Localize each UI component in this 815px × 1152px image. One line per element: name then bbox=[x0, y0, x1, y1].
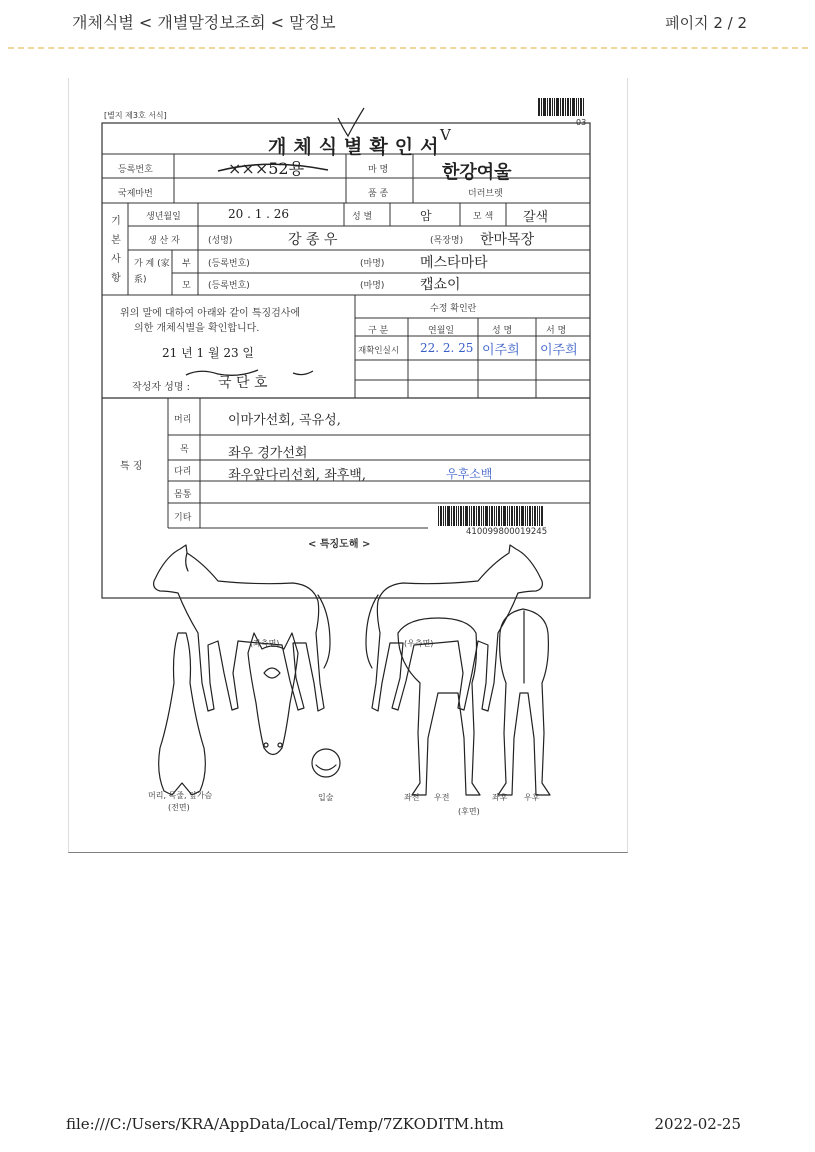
horse-diagram bbox=[68, 533, 628, 833]
neck-value: 좌우 경가선회 bbox=[228, 446, 308, 461]
horse-left-side bbox=[154, 545, 330, 711]
confirm-text-line2: 의한 개체식별을 확인합니다. bbox=[134, 323, 260, 334]
producer-name-tag: (성명) bbox=[208, 236, 233, 246]
diagram-title: < 특징도해 > bbox=[308, 539, 371, 550]
other-label: 기타 bbox=[174, 513, 192, 523]
farm-tag: (목장명) bbox=[430, 236, 464, 246]
breed-label: 품 종 bbox=[368, 189, 389, 199]
coat-label: 모 색 bbox=[473, 212, 494, 222]
dam-label: 모 bbox=[182, 281, 191, 291]
dam-reg-tag: (등록번호) bbox=[208, 281, 250, 291]
sex-label: 성 별 bbox=[352, 212, 373, 222]
birth-label: 생년월일 bbox=[146, 212, 181, 222]
head-value: 이마가선회, 곡유성, bbox=[228, 413, 341, 428]
print-header bbox=[0, 0, 815, 50]
col-sign: 서 명 bbox=[546, 326, 567, 336]
lf-caption: 좌전 bbox=[404, 793, 420, 802]
print-date: 2022-02-25 bbox=[654, 1115, 741, 1133]
basic-info-label: 기 본 사 항 bbox=[111, 216, 121, 284]
right-side-caption: (우측면) bbox=[404, 639, 434, 648]
breadcrumb: 개체식별 < 개별말정보조회 < 말정보 bbox=[72, 13, 336, 32]
title-check-mark: V bbox=[440, 126, 451, 144]
breed-value: 더러브렛 bbox=[468, 189, 503, 199]
neck-label: 목 bbox=[180, 445, 189, 455]
intl-no-label: 국제마번 bbox=[118, 189, 153, 199]
bottom-barcode bbox=[438, 506, 574, 526]
col-name: 성 명 bbox=[492, 326, 513, 336]
producer-value: 강 종 우 bbox=[288, 232, 338, 248]
col-type: 구 분 bbox=[368, 326, 389, 336]
body-label: 몸통 bbox=[174, 490, 192, 500]
form-number: [별지 제3호 서식] bbox=[104, 111, 167, 120]
sire-name-tag: (마명) bbox=[360, 259, 385, 269]
muzzle-view bbox=[312, 749, 340, 777]
writer-signature: 국 단 호 bbox=[218, 375, 268, 391]
neck-chest-view bbox=[159, 633, 206, 795]
horse-name-label: 마 명 bbox=[368, 165, 389, 175]
confirm-text-line1: 위의 말에 대하여 아래와 같이 특징검사에 bbox=[120, 308, 301, 319]
reg-no-value: ×××52용 bbox=[228, 159, 305, 178]
page-indicator: 페이지 2 / 2 bbox=[665, 14, 747, 32]
dam-name-tag: (마명) bbox=[360, 281, 385, 291]
birth-value: 20 . 1 . 26 bbox=[228, 207, 290, 221]
reconfirm-sign: 이주희 bbox=[540, 343, 578, 358]
rf-caption: 우전 bbox=[434, 793, 450, 802]
pedigree-label: 가 계 (家系) bbox=[134, 259, 170, 285]
reconfirm-name: 이주희 bbox=[482, 343, 520, 358]
legs-extra-value: 우후소백 bbox=[446, 467, 493, 481]
coat-value: 갈색 bbox=[523, 210, 549, 225]
rear-caption: (후면) bbox=[458, 807, 480, 816]
horse-name-value: 한강여울 bbox=[442, 162, 512, 183]
sire-label: 부 bbox=[182, 259, 191, 269]
reg-no-label: 등록번호 bbox=[118, 165, 153, 175]
barcode-number: 410099800019245 bbox=[466, 527, 548, 537]
front-caption: (전면) bbox=[168, 803, 190, 812]
legs-value: 좌우앞다리선회, 좌후백, bbox=[228, 468, 366, 483]
head-front-view bbox=[248, 633, 298, 755]
col-date: 연월일 bbox=[428, 326, 455, 336]
legs-label: 다리 bbox=[174, 467, 192, 477]
identification-certificate bbox=[68, 78, 628, 853]
dam-name-value: 캡쇼이 bbox=[420, 277, 461, 293]
muzzle-caption: 입술 bbox=[318, 793, 334, 802]
hind-legs-view bbox=[498, 609, 550, 795]
file-path: file:///C:/Users/KRA/AppData/Local/Temp/7ZKODITM.htm bbox=[66, 1115, 504, 1133]
reconfirm-date: 22. 2. 25 bbox=[420, 341, 474, 355]
sire-name-value: 메스타마타 bbox=[420, 255, 488, 271]
document-title: 개체식별확인서 bbox=[268, 136, 446, 158]
head-label: 머리 bbox=[174, 415, 192, 425]
features-label: 특 징 bbox=[120, 461, 143, 472]
rh-caption: 우후 bbox=[524, 793, 540, 802]
left-side-caption: (좌측면) bbox=[250, 639, 280, 648]
lh-caption: 좌후 bbox=[492, 793, 508, 802]
writer-label: 작성자 성명 : bbox=[132, 382, 191, 393]
sire-reg-tag: (등록번호) bbox=[208, 259, 250, 269]
row-reconfirm: 재확인실시 bbox=[358, 346, 400, 356]
corner-code: 03 bbox=[576, 118, 587, 127]
horse-right-side bbox=[366, 545, 542, 711]
neck-chest-caption: 머리, 목줄, 앞가슴 bbox=[148, 791, 213, 800]
producer-label: 생 산 자 bbox=[148, 236, 180, 246]
header-divider bbox=[8, 47, 808, 49]
farm-value: 한마목장 bbox=[480, 232, 535, 248]
top-barcode bbox=[538, 98, 593, 116]
correction-title: 수정 확인란 bbox=[430, 304, 477, 314]
written-date: 21 년 1 월 23 일 bbox=[162, 346, 255, 360]
sex-value: 암 bbox=[420, 209, 432, 223]
